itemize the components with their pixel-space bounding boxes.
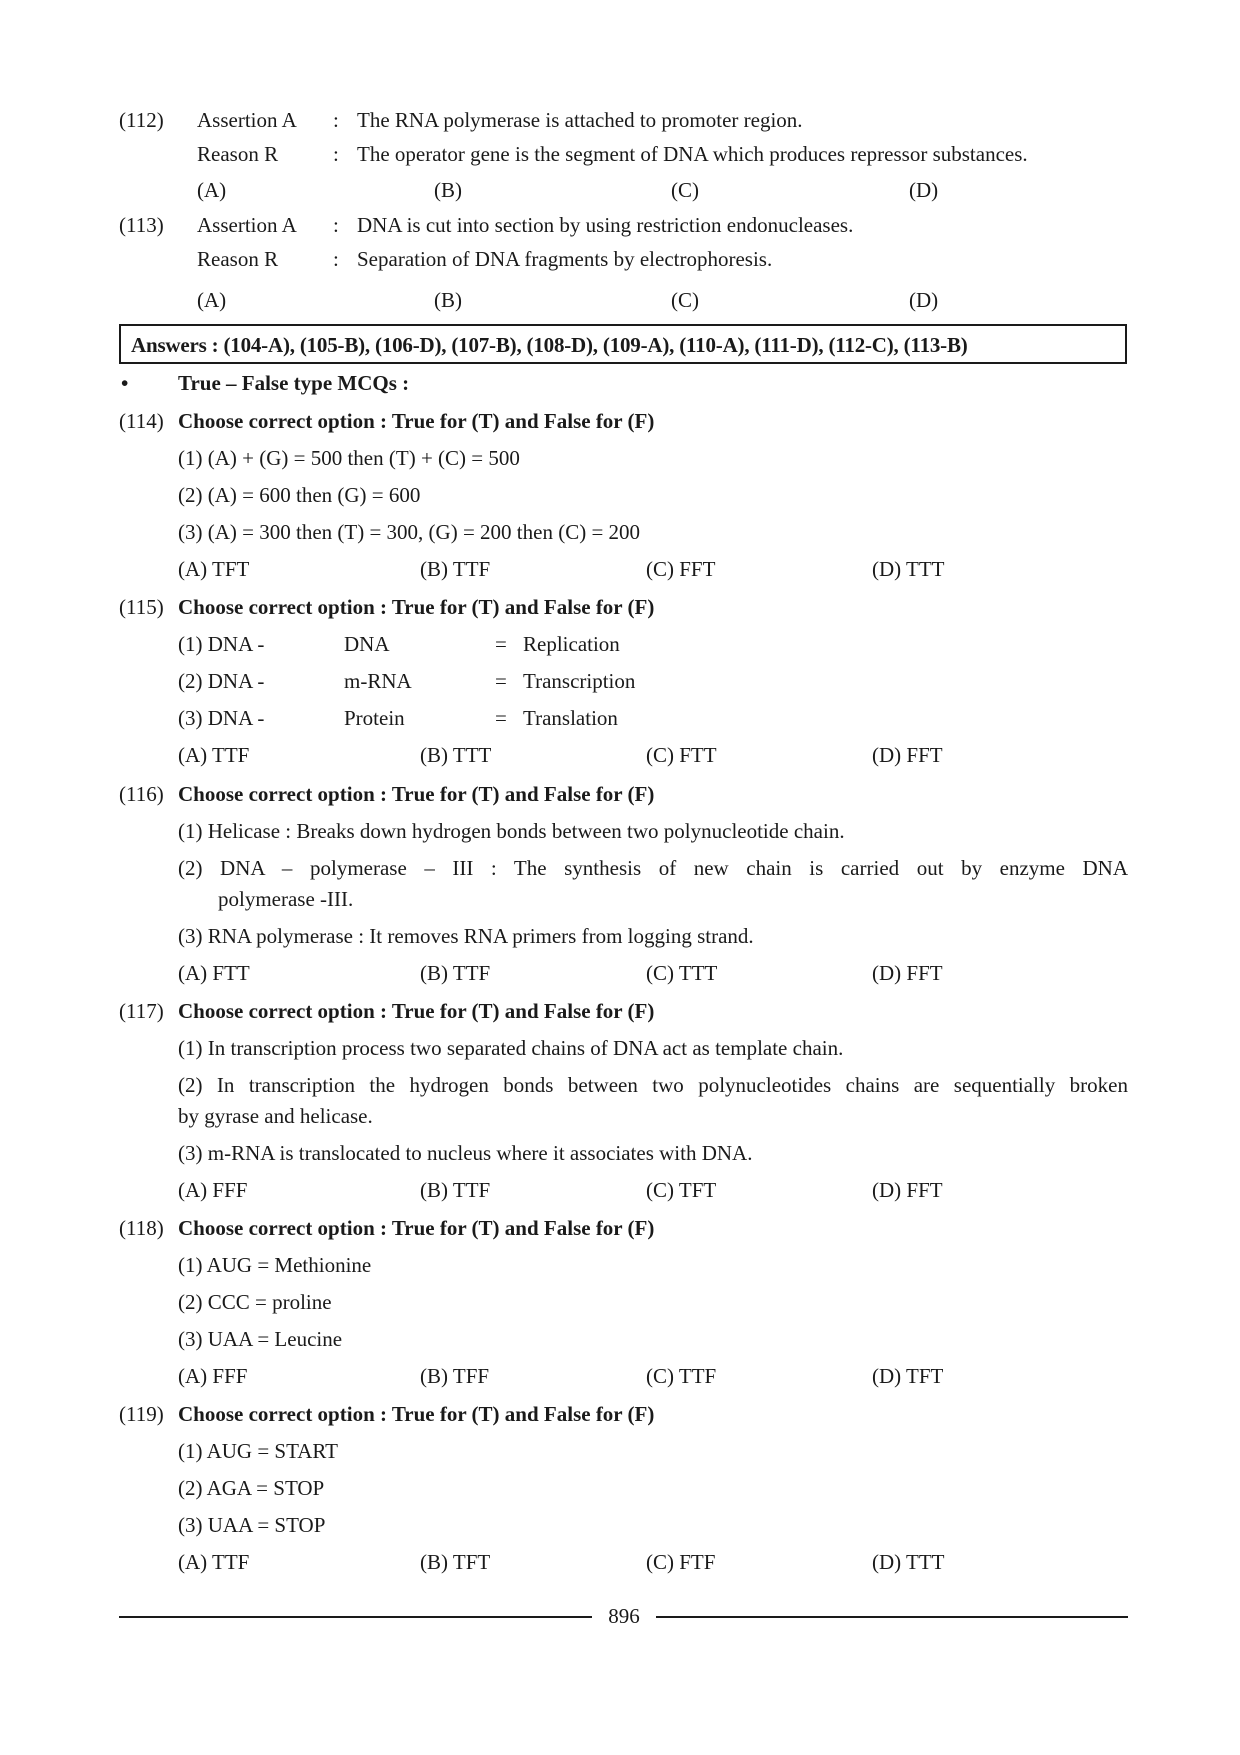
section-title: True – False type MCQs : (178, 371, 410, 395)
q117-statement-1: (1) In transcription process two separated chains of DNA act as template chain. (178, 1036, 844, 1060)
q114-statement-3: (3) (A) = 300 then (T) = 300, (G) = 200 then (C) = 200 (178, 520, 641, 544)
q118-statement-3: (3) UAA = Leucine (178, 1327, 343, 1351)
q115-option-b: (B) TTT (420, 743, 492, 767)
q116-statement-2-line-2: polymerase -III. (218, 887, 354, 911)
q114-option-c: (C) FFT (646, 557, 716, 581)
q113-reason-label: Reason R (197, 247, 279, 271)
q117-option-b: (B) TTF (420, 1178, 491, 1202)
q114-option-d: (D) TTT (872, 557, 945, 581)
q119-statement-3: (3) UAA = STOP (178, 1513, 326, 1537)
q115-row-2-left: (2) DNA - (178, 669, 265, 693)
q115-row-1-left: (1) DNA - (178, 632, 265, 656)
q118-option-c: (C) TTF (646, 1364, 717, 1388)
q113-option-b: (B) (434, 288, 462, 312)
q116-option-b: (B) TTF (420, 961, 491, 985)
q114-statement-1: (1) (A) + (G) = 500 then (T) + (C) = 500 (178, 446, 520, 470)
q117-option-d: (D) FFT (872, 1178, 943, 1202)
q114-option-a: (A) TFT (178, 557, 250, 581)
q118-option-b: (B) TFF (420, 1364, 490, 1388)
q117-statement-3: (3) m-RNA is translocated to nucleus where it associates with DNA. (178, 1141, 753, 1165)
footer-rule-right (656, 1616, 1128, 1618)
page-number: 896 (608, 1604, 640, 1628)
q112-assertion-text: The RNA polymerase is attached to promoter region. (357, 108, 803, 132)
q119-number: (119) (119, 1402, 164, 1426)
q115-row-3-left: (3) DNA - (178, 706, 265, 730)
q114-stem: Choose correct option : True for (T) and False for (F) (178, 409, 655, 433)
q115-row-3-equals: = (495, 706, 507, 730)
q112-option-d: (D) (909, 178, 939, 202)
answers-text: Answers : (104-A), (105-B), (106-D), (107-B), (108-D), (109-A), (110-A), (111-D), (112-C), (113-B) (131, 333, 968, 357)
q115-stem: Choose correct option : True for (T) and False for (F) (178, 595, 655, 619)
q113-reason-colon: : (333, 247, 339, 271)
q115-option-d: (D) FFT (872, 743, 943, 767)
q119-statement-2: (2) AGA = STOP (178, 1476, 325, 1500)
q118-option-d: (D) TFT (872, 1364, 944, 1388)
q115-row-1-equals: = (495, 632, 507, 656)
footer-rule-left (119, 1616, 592, 1618)
q115-option-c: (C) FTT (646, 743, 717, 767)
q117-number: (117) (119, 999, 164, 1023)
q116-option-c: (C) TTT (646, 961, 718, 985)
q112-assertion-colon: : (333, 108, 339, 132)
q118-option-a: (A) FFF (178, 1364, 248, 1388)
q119-option-d: (D) TTT (872, 1550, 945, 1574)
q116-statement-2-line-1: (2) DNA – polymerase – III : The synthesis of new chain is carried out by enzyme DNA (178, 856, 1128, 880)
q116-option-a: (A) FTT (178, 961, 250, 985)
q112-reason-text: The operator gene is the segment of DNA which produces repressor substances. (357, 142, 1028, 166)
q117-option-a: (A) FFF (178, 1178, 248, 1202)
q117-option-c: (C) TFT (646, 1178, 717, 1202)
q119-option-a: (A) TTF (178, 1550, 250, 1574)
q115-row-1-right: Replication (523, 632, 620, 656)
q117-statement-2-line-1: (2) In transcription the hydrogen bonds between two polynucleotides chains are sequentially broken (178, 1073, 1128, 1097)
q118-number: (118) (119, 1216, 164, 1240)
q113-assertion-colon: : (333, 213, 339, 237)
q116-statement-1: (1) Helicase : Breaks down hydrogen bonds between two polynucleotide chain. (178, 819, 845, 843)
q113-option-d: (D) (909, 288, 939, 312)
q112-option-a: (A) (197, 178, 227, 202)
q116-statement-3: (3) RNA polymerase : It removes RNA primers from logging strand. (178, 924, 754, 948)
q115-option-a: (A) TTF (178, 743, 250, 767)
q114-statement-2: (2) (A) = 600 then (G) = 600 (178, 483, 421, 507)
q112-number: (112) (119, 108, 164, 132)
q113-reason-text: Separation of DNA fragments by electrophoresis. (357, 247, 773, 271)
q116-option-d: (D) FFT (872, 961, 943, 985)
q119-option-c: (C) FTF (646, 1550, 716, 1574)
q119-statement-1: (1) AUG = START (178, 1439, 338, 1463)
q112-reason-label: Reason R (197, 142, 279, 166)
q116-stem: Choose correct option : True for (T) and False for (F) (178, 782, 655, 806)
q114-number: (114) (119, 409, 164, 433)
q118-stem: Choose correct option : True for (T) and False for (F) (178, 1216, 655, 1240)
q115-row-2-equals: = (495, 669, 507, 693)
q115-row-3-middle: Protein (344, 706, 405, 730)
q115-row-2-middle: m-RNA (344, 669, 412, 693)
q113-assertion-label: Assertion A (197, 213, 297, 237)
q117-stem: Choose correct option : True for (T) and False for (F) (178, 999, 655, 1023)
q112-reason-colon: : (333, 142, 339, 166)
q117-statement-2-line-2: by gyrase and helicase. (178, 1104, 373, 1128)
q113-option-a: (A) (197, 288, 227, 312)
q116-number: (116) (119, 782, 164, 806)
q115-row-3-right: Translation (523, 706, 618, 730)
q113-option-c: (C) (671, 288, 699, 312)
q114-option-b: (B) TTF (420, 557, 491, 581)
section-bullet: • (121, 371, 129, 395)
q112-option-b: (B) (434, 178, 462, 202)
q113-assertion-text: DNA is cut into section by using restriction endonucleases. (357, 213, 854, 237)
q119-stem: Choose correct option : True for (T) and False for (F) (178, 1402, 655, 1426)
q115-row-1-middle: DNA (344, 632, 390, 656)
q115-row-2-right: Transcription (523, 669, 636, 693)
q118-statement-1: (1) AUG = Methionine (178, 1253, 372, 1277)
q112-option-c: (C) (671, 178, 699, 202)
q112-assertion-label: Assertion A (197, 108, 297, 132)
q115-number: (115) (119, 595, 164, 619)
q113-number: (113) (119, 213, 164, 237)
q118-statement-2: (2) CCC = proline (178, 1290, 332, 1314)
q119-option-b: (B) TFT (420, 1550, 491, 1574)
